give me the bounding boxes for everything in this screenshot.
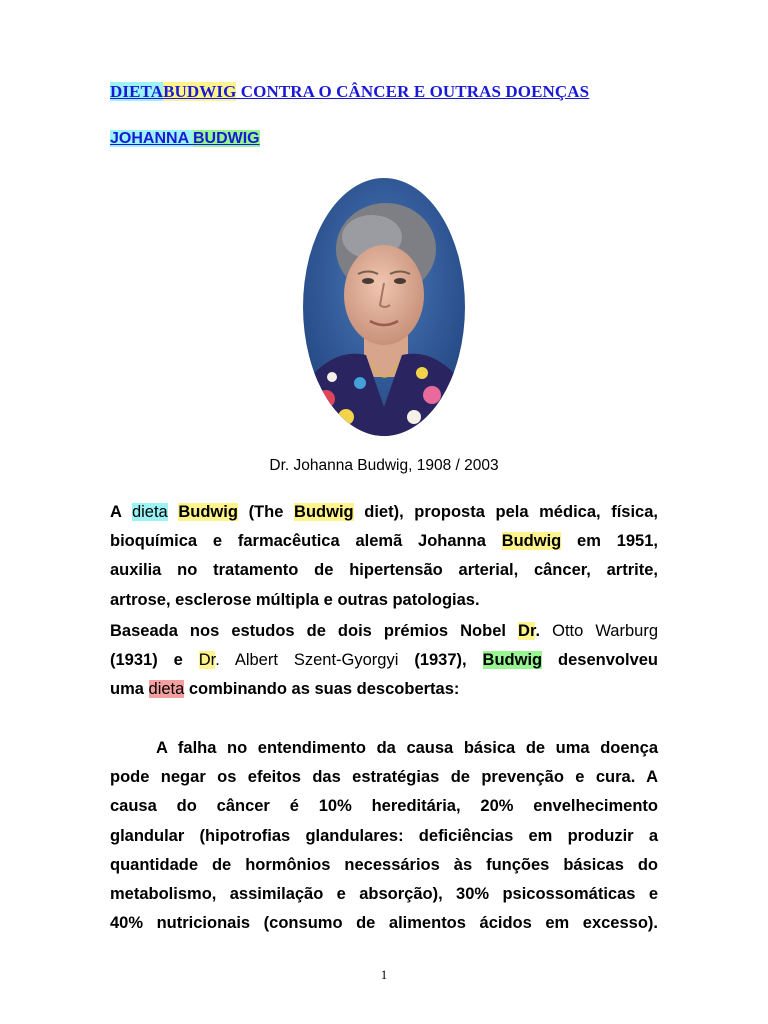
paragraph-line: quantidade de hormônios necessários às funções básicas do [110,855,658,874]
paragraph-line: artrose, esclerose múltipla e outras patologias. [110,590,480,609]
paragraph-line: A dieta Budwig (The Budwig diet), proposta pela médica, física, [110,503,658,521]
paragraph-line: causa do câncer é 10% hereditária, 20% envelhecimento [110,797,658,816]
paragraph-line: pode negar os efeitos das estratégias de prevenção e cura. A [110,768,658,787]
paragraph-line: A falha no entendimento da causa básica de uma doença [156,739,658,757]
highlight-budwig: Budwig [178,503,238,521]
author-last-name: BUDWIG [192,130,260,147]
title-rest: CONTRA O CÂNCER E OUTRAS DOENÇAS [236,82,590,101]
highlight-dr: Dr [198,651,216,670]
paragraph-line: glandular (hipotrofias glandulares: deficiências em produzir a [110,826,658,845]
highlight-budwig: Budwig [294,503,354,521]
page-number: 1 [380,967,388,982]
paragraph-line: Baseada nos estudos de dois prémios Nobel Dr. Otto Warburg [110,622,658,640]
document-title[interactable] [110,82,589,102]
highlight-dr: Dr [518,622,536,640]
title-word-dieta: DIETA [110,82,164,101]
paragraph-line: (1931) e Dr. Albert Szent-Gyorgyi (1937), Budwig desenvolveu [110,651,659,670]
paragraph-intro [110,498,658,615]
paragraph-line: metabolismo, assimilação e absorção), 30% psicossomáticas e [110,885,658,904]
paragraph-line: auxilia no tratamento de hipertensão arterial, câncer, artrite, [110,561,658,580]
highlight-budwig: Budwig [482,651,543,670]
highlight-budwig: Budwig [501,532,562,551]
highlight-dieta: dieta [131,503,168,521]
paragraph-causes [110,734,658,938]
author-name[interactable] [110,130,260,148]
author-first-name: JOHANNA [110,130,193,147]
highlight-dieta: dieta [148,680,185,699]
portrait-photo [302,177,466,437]
paragraph-nobel [110,617,658,705]
photo-caption: Dr. Johanna Budwig, 1908 / 2003 [269,457,499,474]
paragraph-line: uma dieta combinando as suas descobertas: [110,680,460,699]
paragraph-line: bioquímica e farmacêutica alemã Johanna Budwig em 1951, [110,532,658,551]
title-word-budwig: BUDWIG [163,82,237,101]
paragraph-line: 40% nutricionais (consumo de alimentos ácidos em excesso). [110,914,658,933]
